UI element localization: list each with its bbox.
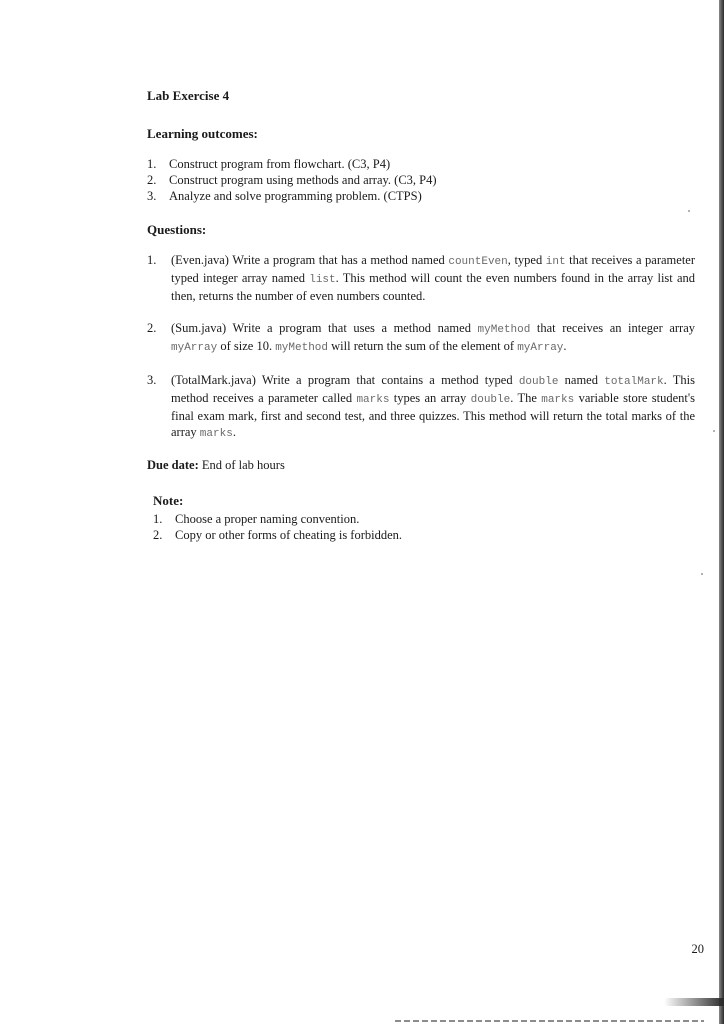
code-term: myArray: [171, 342, 218, 354]
item-text: Copy or other forms of cheating is forbidden.: [175, 528, 403, 542]
scan-edge-mark: [664, 998, 724, 1006]
item-text: Choose a proper naming convention.: [175, 512, 360, 526]
note-heading: Note:: [153, 493, 184, 508]
code-term: myArray: [517, 342, 564, 354]
question-1: [147, 252, 695, 304]
question-text-part: . The: [510, 391, 542, 405]
question-3: [147, 372, 695, 442]
code-term: int: [545, 256, 566, 268]
code-term: myMethod: [477, 324, 531, 336]
item-number: 1.: [153, 512, 163, 526]
question-text-part: of size 10.: [217, 339, 276, 353]
question-text-part: that receives an integer array: [530, 321, 695, 335]
learning-outcomes-heading: Learning outcomes:: [147, 126, 258, 141]
item-number: 2.: [153, 528, 163, 542]
question-text-part: (TotalMark.java) Write a program that contains a method typed: [171, 373, 519, 387]
item-number: 1.: [147, 157, 157, 171]
lab-title: Lab Exercise 4: [147, 88, 230, 103]
question-text-part: that receives a parameter typed integer array named: [171, 253, 696, 285]
code-term: countEven: [448, 256, 508, 268]
item-text: Construct program using methods and array. (C3, P4): [169, 173, 437, 187]
questions-list: [147, 252, 695, 442]
content: [147, 88, 695, 543]
due-date: [147, 458, 695, 473]
question-text-part: , typed: [507, 253, 546, 267]
question-text-part: . This method will count the even numbers found in the array list and then, returns the number of even numbers counted.: [171, 271, 695, 303]
question-text-part: (Even.java) Write a program that has a method named: [171, 253, 449, 267]
scan-edge-bottom: [395, 1020, 704, 1022]
question-text-part: named: [558, 373, 605, 387]
question-text-part: types an array: [389, 391, 471, 405]
item-number: 3.: [147, 189, 157, 203]
code-term: double: [518, 376, 559, 388]
note-section: [153, 493, 695, 543]
code-term: marks: [356, 394, 390, 406]
question-text-part: will return the sum of the element of: [328, 339, 518, 353]
scan-edge-right: [719, 0, 724, 1024]
question-text-part: .: [563, 339, 567, 353]
code-term: myMethod: [275, 342, 329, 354]
item-text: Analyze and solve programming problem. (CTPS): [169, 189, 422, 203]
question-text-part: (Sum.java) Write a program that uses a method named: [171, 321, 478, 335]
question-text-part: . This method receives a parameter called: [171, 373, 695, 405]
code-term: double: [470, 394, 511, 406]
question-text: [171, 320, 695, 356]
question-number: 1.: [147, 253, 157, 267]
code-term: list: [309, 274, 336, 286]
question-text-part: variable store student's final exam mark, first and second test, and three quizzes. This method will return the total marks of the array: [171, 391, 696, 439]
scan-speck: [701, 573, 703, 575]
question-2: [147, 320, 695, 356]
scan-speck: [713, 430, 715, 432]
code-term: marks: [199, 428, 233, 440]
list-item: [153, 527, 695, 543]
question-text-part: .: [232, 425, 236, 439]
question-number: 3.: [147, 373, 157, 387]
learning-outcomes-list: [147, 156, 695, 204]
question-text: [171, 372, 695, 442]
code-term: marks: [541, 394, 575, 406]
question-text: [171, 252, 695, 304]
list-item: [153, 511, 695, 527]
note-list: [153, 511, 695, 543]
page-number: 20: [691, 942, 704, 956]
item-text: Construct program from flowchart. (C3, P4): [169, 157, 391, 171]
code-term: totalMark: [604, 376, 664, 388]
due-date-value: End of lab hours: [198, 458, 285, 472]
question-number: 2.: [147, 321, 157, 335]
questions-heading: Questions:: [147, 222, 207, 237]
list-item: [147, 156, 695, 172]
list-item: [147, 188, 695, 204]
item-number: 2.: [147, 173, 157, 187]
due-date-label: Due date:: [147, 458, 199, 472]
list-item: [147, 172, 695, 188]
